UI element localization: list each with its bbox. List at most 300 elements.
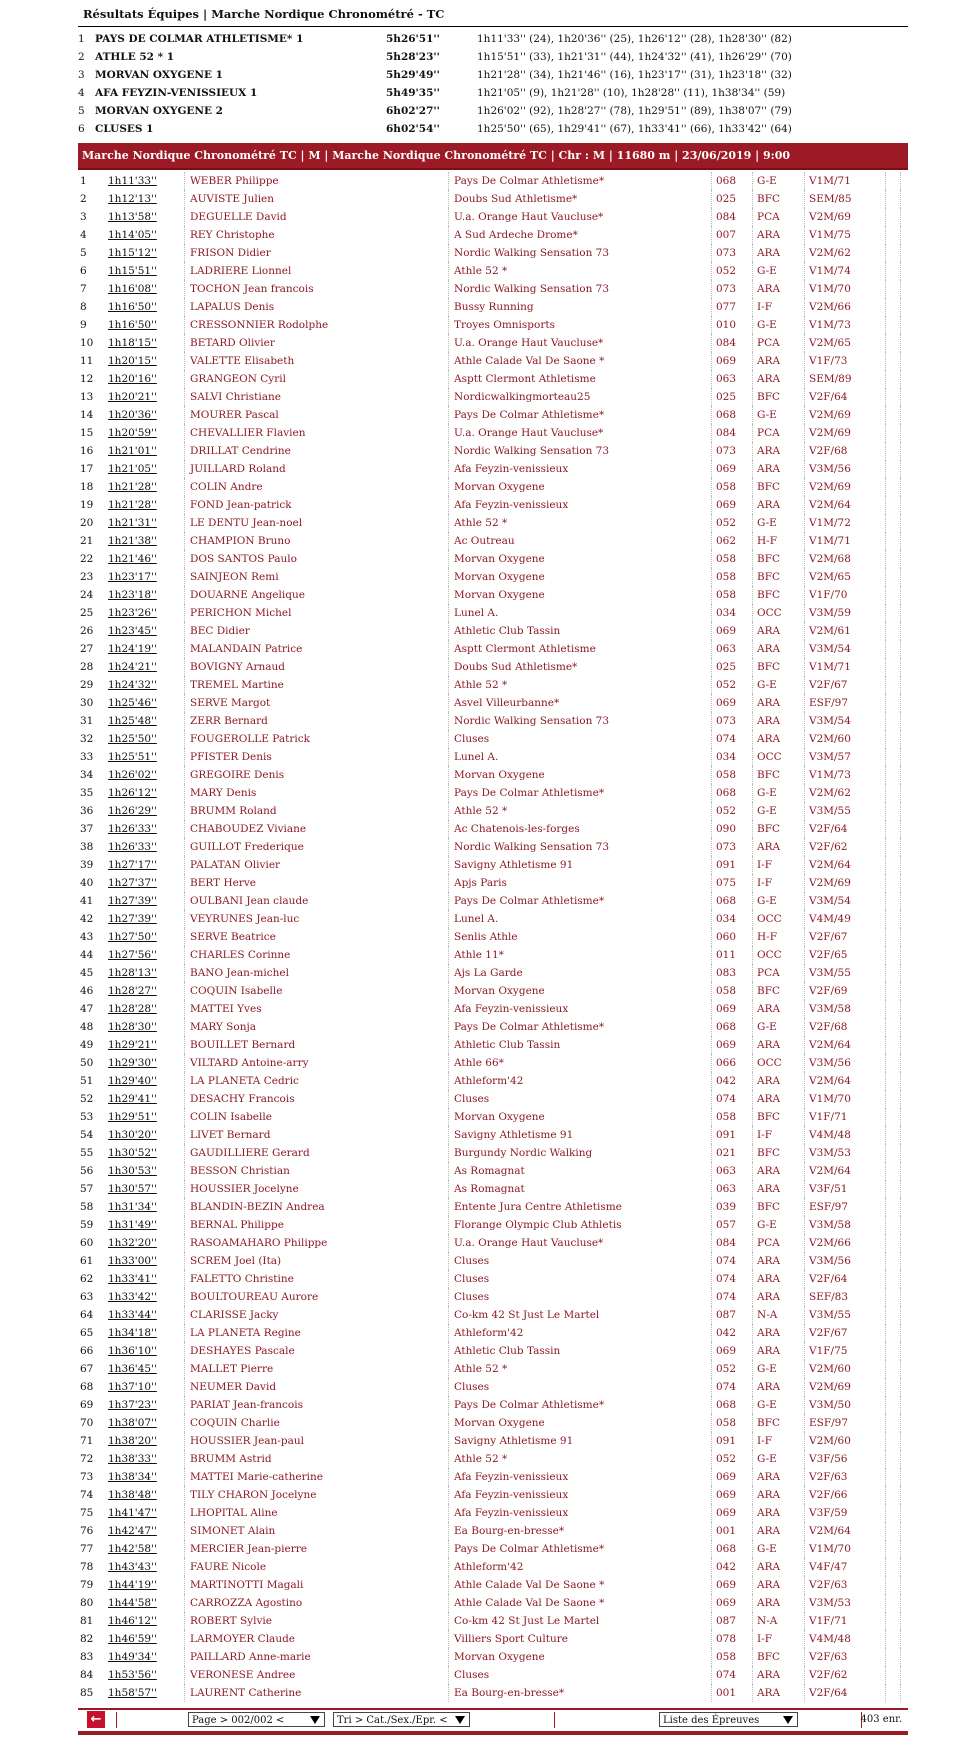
club-name: Pays De Colmar Athletisme* bbox=[449, 172, 712, 190]
result-time-link[interactable]: 1h21'28'' bbox=[106, 478, 185, 496]
league: ARA bbox=[753, 730, 805, 748]
empty-cell bbox=[886, 1612, 901, 1630]
result-rank: 7 bbox=[80, 283, 87, 295]
empty-cell bbox=[901, 1360, 934, 1378]
result-time-link[interactable]: 1h27'50'' bbox=[106, 928, 185, 946]
empty-cell bbox=[901, 1288, 934, 1306]
empty-cell bbox=[886, 1270, 901, 1288]
result-time-link[interactable]: 1h29'21'' bbox=[106, 1036, 185, 1054]
result-time-link[interactable]: 1h16'50'' bbox=[106, 316, 185, 334]
athlete-name: CRESSONNIER Rodolphe bbox=[185, 316, 449, 334]
result-rank: 74 bbox=[80, 1489, 94, 1501]
club-name: Ac Outreau bbox=[449, 532, 712, 550]
empty-cell bbox=[886, 244, 901, 262]
club-name: Senlis Athle bbox=[449, 928, 712, 946]
club-name: Cluses bbox=[449, 1288, 712, 1306]
result-rank: 65 bbox=[80, 1327, 94, 1339]
team-rank: 6 bbox=[78, 123, 85, 135]
category: V3F/59 bbox=[805, 1504, 886, 1522]
athlete-name: DEGUELLE David bbox=[185, 208, 449, 226]
athlete-name: FALETTO Christine bbox=[185, 1270, 449, 1288]
table-row bbox=[78, 1342, 933, 1360]
empty-cell bbox=[901, 730, 934, 748]
table-row bbox=[78, 1054, 933, 1072]
club-name: Ea Bourg-en-bresse* bbox=[449, 1522, 712, 1540]
department: 021 bbox=[712, 1144, 753, 1162]
table-row bbox=[78, 892, 933, 910]
empty-cell bbox=[886, 1378, 901, 1396]
result-time-link[interactable]: 1h49'34'' bbox=[106, 1648, 185, 1666]
result-time-link[interactable]: 1h29'51'' bbox=[106, 1108, 185, 1126]
result-time-link[interactable]: 1h20'15'' bbox=[106, 352, 185, 370]
result-time-link[interactable]: 1h23'18'' bbox=[106, 586, 185, 604]
result-rank: 43 bbox=[80, 931, 94, 943]
result-time-link[interactable]: 1h31'49'' bbox=[106, 1216, 185, 1234]
result-rank: 79 bbox=[80, 1579, 94, 1591]
empty-cell bbox=[901, 298, 934, 316]
league: OCC bbox=[753, 1054, 805, 1072]
athlete-name: PERICHON Michel bbox=[185, 604, 449, 622]
result-time-link[interactable]: 1h43'43'' bbox=[106, 1558, 185, 1576]
empty-cell bbox=[886, 1162, 901, 1180]
table-row bbox=[78, 1216, 933, 1234]
result-time-link[interactable]: 1h21'38'' bbox=[106, 532, 185, 550]
table-row bbox=[78, 1486, 933, 1504]
club-name: Pays De Colmar Athletisme* bbox=[449, 892, 712, 910]
league: ARA bbox=[753, 622, 805, 640]
athlete-name: HOUSSIER Jean-paul bbox=[185, 1432, 449, 1450]
result-time-link[interactable]: 1h34'18'' bbox=[106, 1324, 185, 1342]
athlete-name: CHAMPION Bruno bbox=[185, 532, 449, 550]
table-row bbox=[78, 424, 933, 442]
department: 042 bbox=[712, 1072, 753, 1090]
result-time-link[interactable]: 1h26'33'' bbox=[106, 820, 185, 838]
category: SEF/83 bbox=[805, 1288, 886, 1306]
result-time-link[interactable]: 1h26'02'' bbox=[106, 766, 185, 784]
department: 090 bbox=[712, 820, 753, 838]
empty-cell bbox=[886, 856, 901, 874]
league: H-F bbox=[753, 928, 805, 946]
result-time-link[interactable]: 1h25'50'' bbox=[106, 730, 185, 748]
team-time: 5h26'51'' bbox=[386, 33, 440, 45]
result-rank: 72 bbox=[80, 1453, 94, 1465]
result-time-link[interactable]: 1h41'47'' bbox=[106, 1504, 185, 1522]
athlete-name: LAPALUS Denis bbox=[185, 298, 449, 316]
athlete-name: COLIN Andre bbox=[185, 478, 449, 496]
club-name: Afa Feyzin-venissieux bbox=[449, 1000, 712, 1018]
table-row bbox=[78, 1612, 933, 1630]
category: V3M/58 bbox=[805, 1216, 886, 1234]
department: 062 bbox=[712, 532, 753, 550]
result-time-link[interactable]: 1h30'52'' bbox=[106, 1144, 185, 1162]
empty-cell bbox=[886, 208, 901, 226]
empty-cell bbox=[886, 730, 901, 748]
result-time-link[interactable]: 1h42'58'' bbox=[106, 1540, 185, 1558]
table-row bbox=[78, 1090, 933, 1108]
club-name: Athletic Club Tassin bbox=[449, 1036, 712, 1054]
league: ARA bbox=[753, 496, 805, 514]
athlete-name: LIVET Bernard bbox=[185, 1126, 449, 1144]
club-name: Morvan Oxygene bbox=[449, 568, 712, 586]
result-time-link[interactable]: 1h24'32'' bbox=[106, 676, 185, 694]
result-time-link[interactable]: 1h27'17'' bbox=[106, 856, 185, 874]
empty-cell bbox=[886, 1576, 901, 1594]
club-name: Afa Feyzin-venissieux bbox=[449, 460, 712, 478]
league: I-F bbox=[753, 298, 805, 316]
result-time-link[interactable]: 1h27'56'' bbox=[106, 946, 185, 964]
department: 052 bbox=[712, 1450, 753, 1468]
category: V3M/53 bbox=[805, 1144, 886, 1162]
result-time-link[interactable]: 1h33'41'' bbox=[106, 1270, 185, 1288]
result-rank: 24 bbox=[80, 589, 94, 601]
category: V1M/70 bbox=[805, 1540, 886, 1558]
empty-cell bbox=[886, 604, 901, 622]
result-time-link[interactable]: 1h18'15'' bbox=[106, 334, 185, 352]
empty-cell bbox=[901, 1324, 934, 1342]
result-time-link[interactable]: 1h33'00'' bbox=[106, 1252, 185, 1270]
club-name: Athletic Club Tassin bbox=[449, 622, 712, 640]
result-time-link[interactable]: 1h15'12'' bbox=[106, 244, 185, 262]
table-row bbox=[78, 1450, 933, 1468]
empty-cell bbox=[886, 928, 901, 946]
result-rank: 34 bbox=[80, 769, 94, 781]
category: V3M/55 bbox=[805, 964, 886, 982]
club-name: Nordicwalkingmorteau25 bbox=[449, 388, 712, 406]
result-time-link[interactable]: 1h27'39'' bbox=[106, 892, 185, 910]
result-time-link[interactable]: 1h25'48'' bbox=[106, 712, 185, 730]
league: ARA bbox=[753, 1162, 805, 1180]
table-row bbox=[78, 1144, 933, 1162]
empty-cell bbox=[901, 1072, 934, 1090]
empty-cell bbox=[901, 622, 934, 640]
empty-cell bbox=[901, 1036, 934, 1054]
empty-cell bbox=[901, 1090, 934, 1108]
result-time-link[interactable]: 1h58'57'' bbox=[106, 1684, 185, 1702]
league: ARA bbox=[753, 370, 805, 388]
athlete-name: TILY CHARON Jocelyne bbox=[185, 1486, 449, 1504]
events-select[interactable] bbox=[659, 1712, 798, 1727]
athlete-name: PAILLARD Anne-marie bbox=[185, 1648, 449, 1666]
result-time-link[interactable]: 1h31'34'' bbox=[106, 1198, 185, 1216]
result-rank: 69 bbox=[80, 1399, 94, 1411]
result-time-link[interactable]: 1h20'59'' bbox=[106, 424, 185, 442]
result-time-link[interactable]: 1h37'10'' bbox=[106, 1378, 185, 1396]
empty-cell bbox=[901, 550, 934, 568]
athlete-name: MARY Denis bbox=[185, 784, 449, 802]
result-rank: 17 bbox=[80, 463, 94, 475]
department: 001 bbox=[712, 1522, 753, 1540]
result-time-link[interactable]: 1h23'17'' bbox=[106, 568, 185, 586]
league: G-E bbox=[753, 1396, 805, 1414]
result-time-link[interactable]: 1h37'23'' bbox=[106, 1396, 185, 1414]
sort-select[interactable] bbox=[333, 1712, 470, 1727]
empty-cell bbox=[901, 1558, 934, 1576]
table-row bbox=[78, 190, 933, 208]
table-row bbox=[78, 910, 933, 928]
result-rank: 38 bbox=[80, 841, 94, 853]
result-time-link[interactable]: 1h21'05'' bbox=[106, 460, 185, 478]
athlete-name: BERNAL Philippe bbox=[185, 1216, 449, 1234]
result-time-link[interactable]: 1h26'12'' bbox=[106, 784, 185, 802]
department: 091 bbox=[712, 1432, 753, 1450]
athlete-name: VILTARD Antoine-arry bbox=[185, 1054, 449, 1072]
athlete-name: GUILLOT Frederique bbox=[185, 838, 449, 856]
table-row bbox=[78, 1558, 933, 1576]
department: 087 bbox=[712, 1306, 753, 1324]
league: ARA bbox=[753, 1090, 805, 1108]
result-time-link[interactable]: 1h44'19'' bbox=[106, 1576, 185, 1594]
result-rank: 4 bbox=[80, 229, 87, 241]
result-time-link[interactable]: 1h26'33'' bbox=[106, 838, 185, 856]
club-name: Afa Feyzin-venissieux bbox=[449, 496, 712, 514]
result-time-link[interactable]: 1h14'05'' bbox=[106, 226, 185, 244]
department: 069 bbox=[712, 694, 753, 712]
category: V2M/60 bbox=[805, 1360, 886, 1378]
result-time-link[interactable]: 1h36'10'' bbox=[106, 1342, 185, 1360]
result-rank: 9 bbox=[80, 319, 87, 331]
league: PCA bbox=[753, 1234, 805, 1252]
athlete-name: FRISON Didier bbox=[185, 244, 449, 262]
result-time-link[interactable]: 1h30'57'' bbox=[106, 1180, 185, 1198]
result-time-link[interactable]: 1h21'01'' bbox=[106, 442, 185, 460]
result-time-link[interactable]: 1h53'56'' bbox=[106, 1666, 185, 1684]
category: V2F/62 bbox=[805, 1666, 886, 1684]
page-title: Résultats Équipes | Marche Nordique Chronométré - TC bbox=[78, 0, 908, 27]
category: V1M/73 bbox=[805, 316, 886, 334]
club-name: Nordic Walking Sensation 73 bbox=[449, 442, 712, 460]
department: 073 bbox=[712, 442, 753, 460]
empty-cell bbox=[901, 1000, 934, 1018]
league: OCC bbox=[753, 910, 805, 928]
club-name: Athle 52 * bbox=[449, 802, 712, 820]
result-time-link[interactable]: 1h42'47'' bbox=[106, 1522, 185, 1540]
category: V2F/64 bbox=[805, 1270, 886, 1288]
athlete-name: DESACHY Francois bbox=[185, 1090, 449, 1108]
club-name: Troyes Omnisports bbox=[449, 316, 712, 334]
empty-cell bbox=[901, 1414, 934, 1432]
athlete-name: REY Christophe bbox=[185, 226, 449, 244]
result-time-link[interactable]: 1h21'46'' bbox=[106, 550, 185, 568]
category: V1M/71 bbox=[805, 532, 886, 550]
result-rank: 20 bbox=[80, 517, 94, 529]
category: V2M/60 bbox=[805, 730, 886, 748]
result-rank: 10 bbox=[80, 337, 94, 349]
table-row bbox=[78, 316, 933, 334]
league: G-E bbox=[753, 676, 805, 694]
table-row bbox=[78, 694, 933, 712]
empty-cell bbox=[886, 370, 901, 388]
result-rank: 78 bbox=[80, 1561, 94, 1573]
result-rank: 62 bbox=[80, 1273, 94, 1285]
category: V2F/66 bbox=[805, 1486, 886, 1504]
table-row bbox=[78, 1270, 933, 1288]
team-rank: 1 bbox=[78, 33, 85, 45]
empty-cell bbox=[886, 1360, 901, 1378]
result-time-link[interactable]: 1h33'42'' bbox=[106, 1288, 185, 1306]
result-time-link[interactable]: 1h30'20'' bbox=[106, 1126, 185, 1144]
club-name: Pays De Colmar Athletisme* bbox=[449, 406, 712, 424]
result-time-link[interactable]: 1h15'51'' bbox=[106, 262, 185, 280]
result-rank: 41 bbox=[80, 895, 94, 907]
empty-cell bbox=[886, 838, 901, 856]
table-row bbox=[78, 478, 933, 496]
result-time-link[interactable]: 1h38'48'' bbox=[106, 1486, 185, 1504]
result-time-link[interactable]: 1h38'07'' bbox=[106, 1414, 185, 1432]
team-rank: 3 bbox=[78, 69, 85, 81]
page-select[interactable] bbox=[188, 1712, 325, 1727]
result-time-link[interactable]: 1h36'45'' bbox=[106, 1360, 185, 1378]
result-time-link[interactable]: 1h29'41'' bbox=[106, 1090, 185, 1108]
result-time-link[interactable]: 1h13'58'' bbox=[106, 208, 185, 226]
athlete-name: CLARISSE Jacky bbox=[185, 1306, 449, 1324]
result-time-link[interactable]: 1h46'59'' bbox=[106, 1630, 185, 1648]
department: 069 bbox=[712, 622, 753, 640]
result-time-link[interactable]: 1h29'40'' bbox=[106, 1072, 185, 1090]
department: 074 bbox=[712, 1378, 753, 1396]
department: 058 bbox=[712, 766, 753, 784]
club-name: U.a. Orange Haut Vaucluse* bbox=[449, 1234, 712, 1252]
category: V2M/65 bbox=[805, 568, 886, 586]
table-row bbox=[78, 1198, 933, 1216]
empty-cell bbox=[886, 1198, 901, 1216]
club-name: As Romagnat bbox=[449, 1180, 712, 1198]
empty-cell bbox=[886, 514, 901, 532]
department: 058 bbox=[712, 478, 753, 496]
league: G-E bbox=[753, 1450, 805, 1468]
result-time-link[interactable]: 1h25'51'' bbox=[106, 748, 185, 766]
club-name: Morvan Oxygene bbox=[449, 1648, 712, 1666]
result-time-link[interactable]: 1h11'33'' bbox=[106, 172, 185, 190]
table-row bbox=[78, 1468, 933, 1486]
result-time-link[interactable]: 1h44'58'' bbox=[106, 1594, 185, 1612]
result-time-link[interactable]: 1h23'26'' bbox=[106, 604, 185, 622]
category: V2F/63 bbox=[805, 1576, 886, 1594]
result-time-link[interactable]: 1h38'33'' bbox=[106, 1450, 185, 1468]
league: ARA bbox=[753, 1036, 805, 1054]
result-time-link[interactable]: 1h25'46'' bbox=[106, 694, 185, 712]
result-time-link[interactable]: 1h23'45'' bbox=[106, 622, 185, 640]
table-row bbox=[78, 1162, 933, 1180]
category: V2F/67 bbox=[805, 928, 886, 946]
athlete-name: SAINJEON Remi bbox=[185, 568, 449, 586]
result-time-link[interactable]: 1h26'29'' bbox=[106, 802, 185, 820]
result-time-link[interactable]: 1h12'13'' bbox=[106, 190, 185, 208]
result-rank: 53 bbox=[80, 1111, 94, 1123]
result-time-link[interactable]: 1h27'39'' bbox=[106, 910, 185, 928]
athlete-name: PFISTER Denis bbox=[185, 748, 449, 766]
category: V2M/61 bbox=[805, 622, 886, 640]
result-time-link[interactable]: 1h20'21'' bbox=[106, 388, 185, 406]
empty-cell bbox=[886, 1342, 901, 1360]
empty-cell bbox=[901, 856, 934, 874]
result-time-link[interactable]: 1h33'44'' bbox=[106, 1306, 185, 1324]
empty-cell bbox=[886, 892, 901, 910]
table-row bbox=[78, 1288, 933, 1306]
empty-cell bbox=[901, 388, 934, 406]
result-time-link[interactable]: 1h20'16'' bbox=[106, 370, 185, 388]
result-rank: 76 bbox=[80, 1525, 94, 1537]
arrow-left-icon[interactable]: ← bbox=[87, 1711, 105, 1728]
club-name: Athleform'42 bbox=[449, 1072, 712, 1090]
result-time-link[interactable]: 1h28'30'' bbox=[106, 1018, 185, 1036]
empty-cell bbox=[901, 532, 934, 550]
result-time-link[interactable]: 1h16'50'' bbox=[106, 298, 185, 316]
result-time-link[interactable]: 1h24'21'' bbox=[106, 658, 185, 676]
athlete-name: VERONESE Andree bbox=[185, 1666, 449, 1684]
athlete-name: BRUMM Roland bbox=[185, 802, 449, 820]
club-name: Cluses bbox=[449, 1252, 712, 1270]
result-time-link[interactable]: 1h21'28'' bbox=[106, 496, 185, 514]
department: 074 bbox=[712, 1252, 753, 1270]
empty-cell bbox=[886, 1216, 901, 1234]
result-time-link[interactable]: 1h20'36'' bbox=[106, 406, 185, 424]
result-time-link[interactable]: 1h28'28'' bbox=[106, 1000, 185, 1018]
result-rank: 73 bbox=[80, 1471, 94, 1483]
result-time-link[interactable]: 1h28'27'' bbox=[106, 982, 185, 1000]
result-time-link[interactable]: 1h29'30'' bbox=[106, 1054, 185, 1072]
empty-cell bbox=[901, 820, 934, 838]
result-time-link[interactable]: 1h30'53'' bbox=[106, 1162, 185, 1180]
league: G-E bbox=[753, 892, 805, 910]
result-rank: 60 bbox=[80, 1237, 94, 1249]
result-rank: 23 bbox=[80, 571, 94, 583]
result-time-link[interactable]: 1h24'19'' bbox=[106, 640, 185, 658]
empty-cell bbox=[901, 1666, 934, 1684]
empty-cell bbox=[886, 586, 901, 604]
athlete-name: LHOPITAL Aline bbox=[185, 1504, 449, 1522]
department: 068 bbox=[712, 172, 753, 190]
table-row bbox=[78, 1108, 933, 1126]
empty-cell bbox=[901, 1378, 934, 1396]
empty-cell bbox=[886, 694, 901, 712]
team-rank: 5 bbox=[78, 105, 85, 117]
category: V2M/64 bbox=[805, 1162, 886, 1180]
athlete-name: MALANDAIN Patrice bbox=[185, 640, 449, 658]
result-rank: 18 bbox=[80, 481, 94, 493]
category: V3M/59 bbox=[805, 604, 886, 622]
department: 063 bbox=[712, 1180, 753, 1198]
table-row bbox=[78, 1126, 933, 1144]
result-time-link[interactable]: 1h28'13'' bbox=[106, 964, 185, 982]
result-time-link[interactable]: 1h21'31'' bbox=[106, 514, 185, 532]
table-row bbox=[78, 1432, 933, 1450]
department: 052 bbox=[712, 514, 753, 532]
result-time-link[interactable]: 1h27'37'' bbox=[106, 874, 185, 892]
athlete-name: COQUIN Charlie bbox=[185, 1414, 449, 1432]
empty-cell bbox=[886, 532, 901, 550]
empty-cell bbox=[901, 910, 934, 928]
category: V3F/51 bbox=[805, 1180, 886, 1198]
category: V2F/62 bbox=[805, 838, 886, 856]
empty-cell bbox=[901, 1198, 934, 1216]
result-time-link[interactable]: 1h46'12'' bbox=[106, 1612, 185, 1630]
empty-cell bbox=[886, 964, 901, 982]
athlete-name: LAURENT Catherine bbox=[185, 1684, 449, 1702]
department: 034 bbox=[712, 604, 753, 622]
result-time-link[interactable]: 1h38'20'' bbox=[106, 1432, 185, 1450]
result-time-link[interactable]: 1h16'08'' bbox=[106, 280, 185, 298]
result-time-link[interactable]: 1h32'20'' bbox=[106, 1234, 185, 1252]
result-rank: 85 bbox=[80, 1687, 94, 1699]
result-rank: 36 bbox=[80, 805, 94, 817]
page bbox=[78, 0, 908, 1702]
league: ARA bbox=[753, 1486, 805, 1504]
empty-cell bbox=[901, 748, 934, 766]
result-time-link[interactable]: 1h38'34'' bbox=[106, 1468, 185, 1486]
table-row bbox=[78, 172, 933, 190]
team-results bbox=[78, 30, 908, 138]
club-name: Doubs Sud Athletisme* bbox=[449, 658, 712, 676]
